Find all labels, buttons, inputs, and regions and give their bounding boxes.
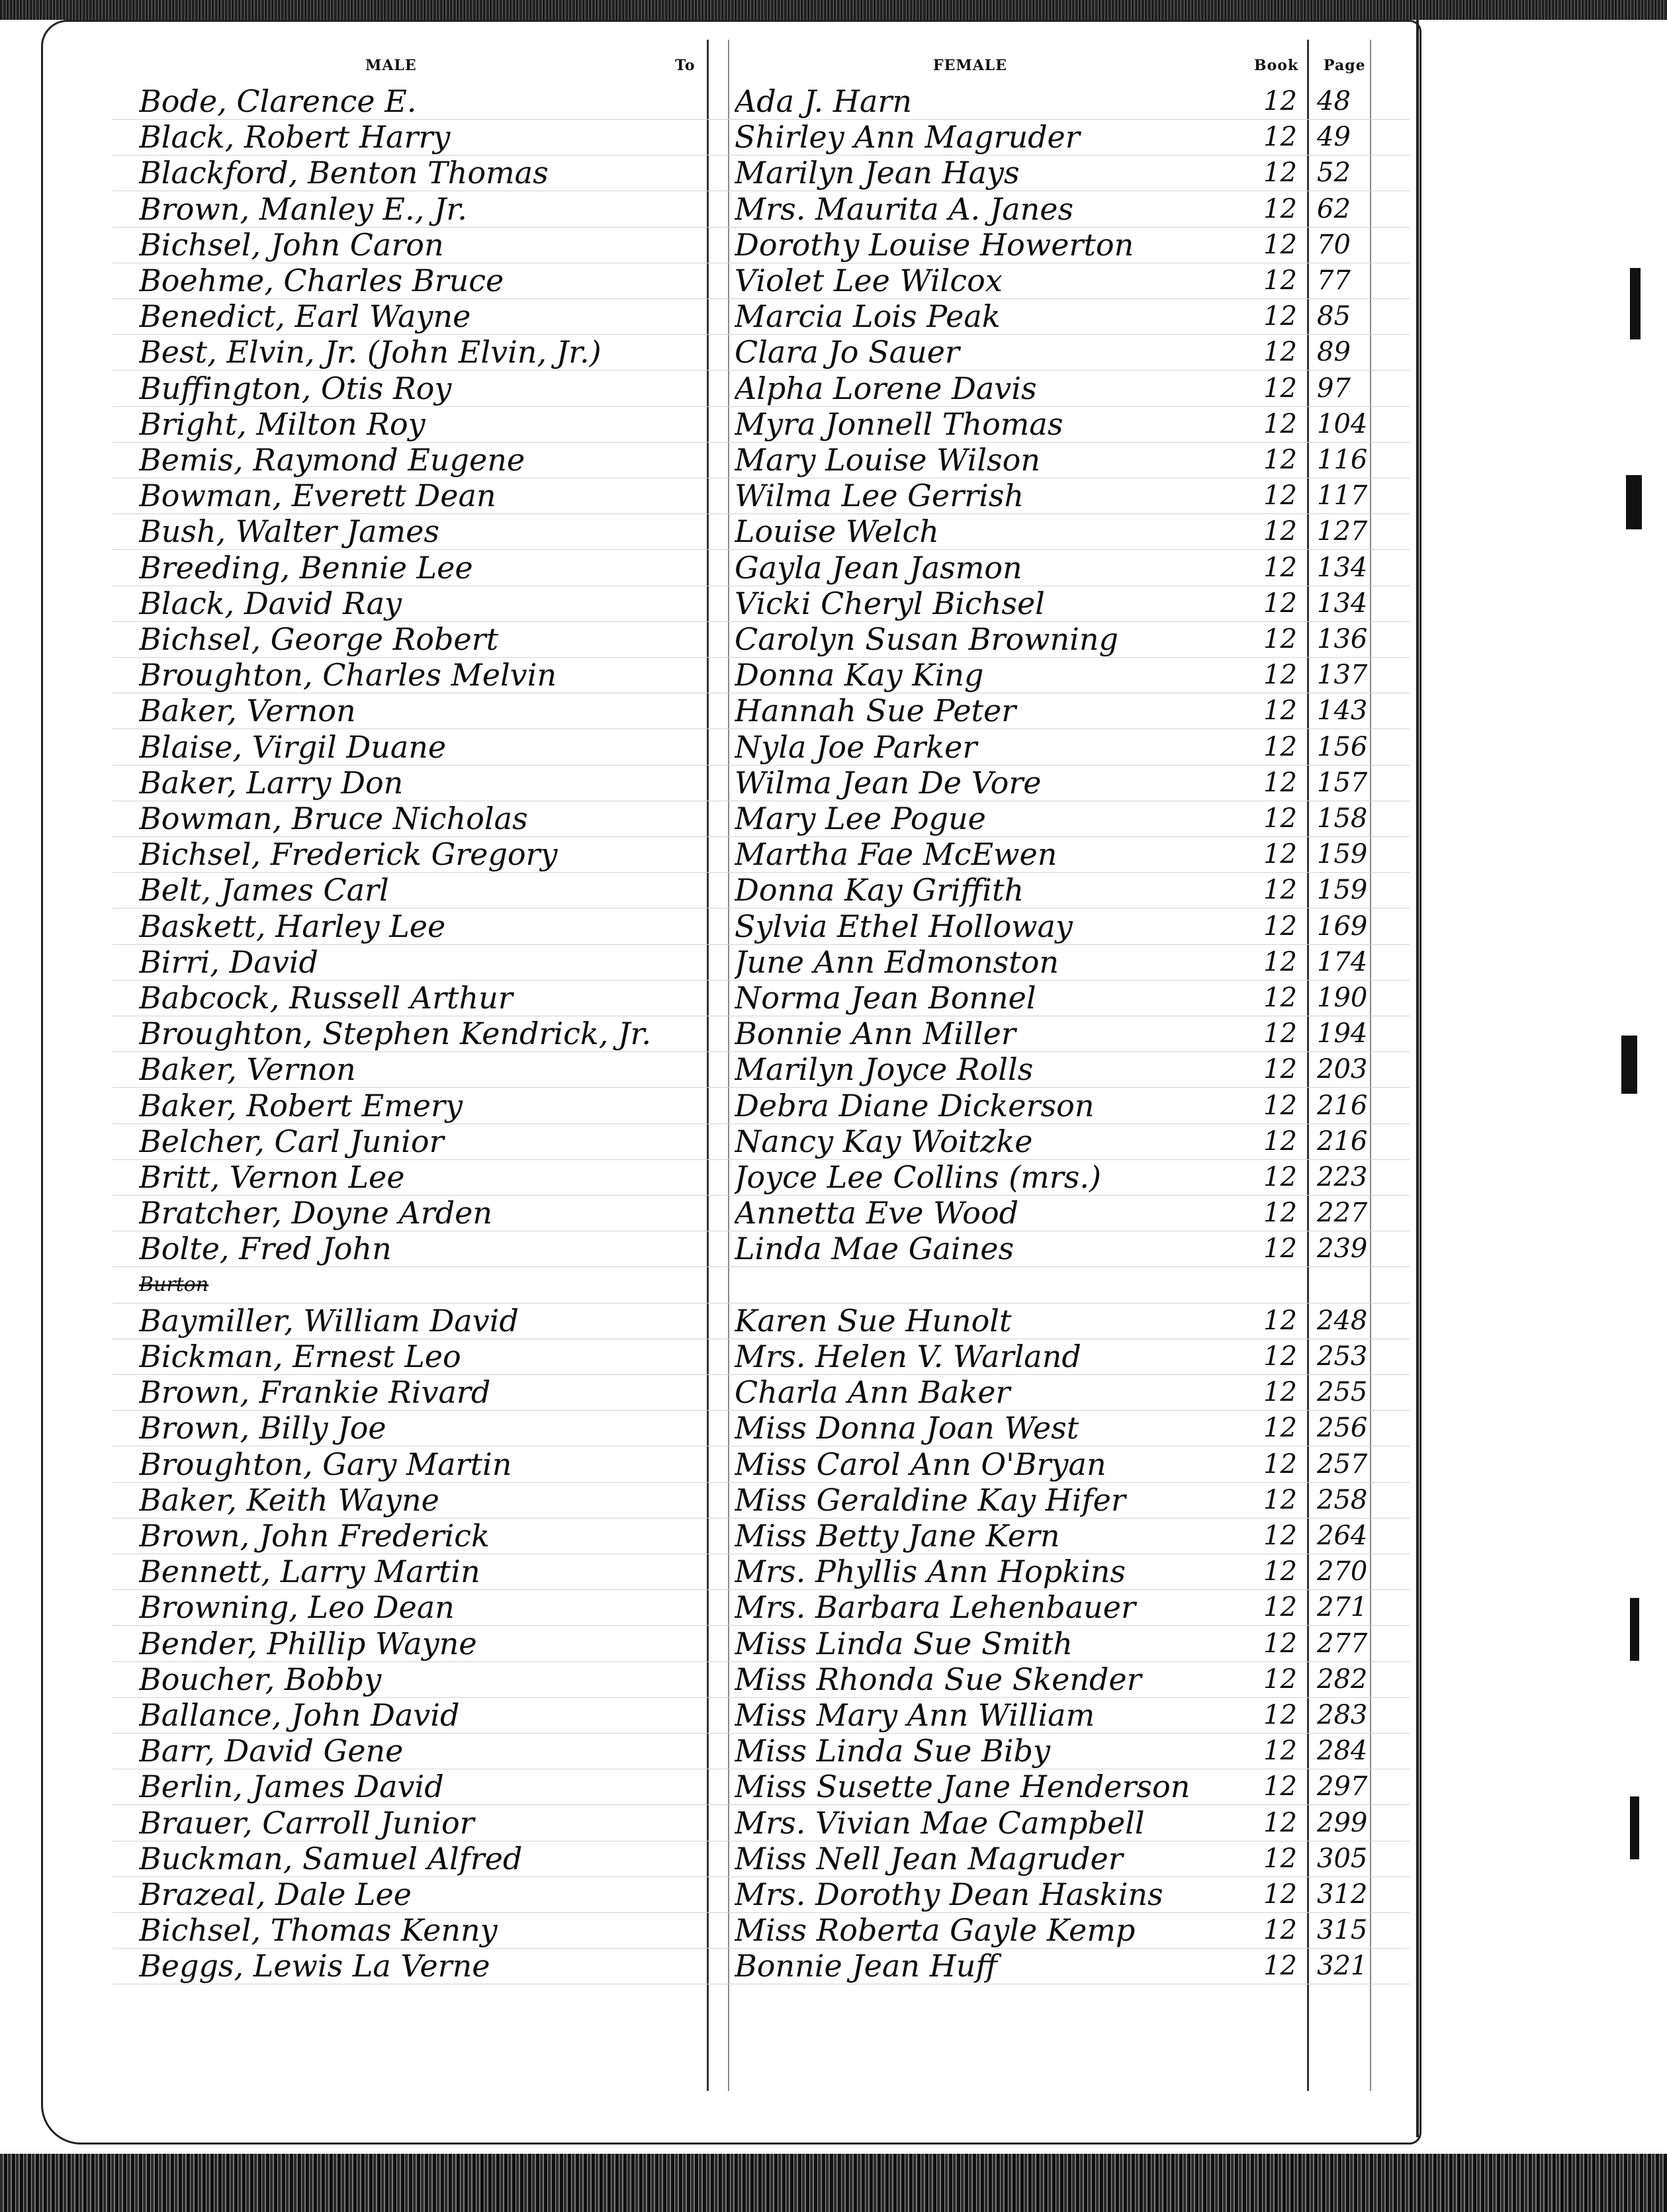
- ledger-row: [0, 1376, 1667, 1411]
- page-number: 116: [1317, 445, 1368, 475]
- ledger-row: [0, 264, 1667, 300]
- page-number: 258: [1317, 1485, 1368, 1515]
- page-number: 117: [1317, 480, 1368, 511]
- male-name: Bichsel, George Robert: [139, 621, 499, 657]
- female-name: Alpha Lorene Davis: [735, 371, 1037, 406]
- female-name: Nancy Kay Woitzke: [735, 1124, 1033, 1159]
- ledger-row: [0, 372, 1667, 408]
- page-number: 253: [1317, 1341, 1368, 1372]
- ledger-row: [0, 1663, 1667, 1699]
- binder-mark: [1630, 1598, 1639, 1661]
- female-name: Clara Jo Sauer: [735, 334, 960, 370]
- male-name: Baymiller, William David: [139, 1303, 519, 1339]
- female-name: Debra Diane Dickerson: [735, 1088, 1095, 1124]
- female-name: Marilyn Jean Hays: [735, 155, 1020, 191]
- page-number: 85: [1317, 301, 1351, 332]
- page-number: 127: [1317, 516, 1368, 547]
- female-name: Mrs. Helen V. Warland: [735, 1339, 1081, 1374]
- book-number: 12: [1263, 301, 1297, 332]
- ledger-row: [0, 1411, 1667, 1447]
- female-name: Marilyn Joyce Rolls: [735, 1051, 1034, 1087]
- header-male: MALE: [365, 57, 417, 74]
- ledger-row: [0, 1699, 1667, 1734]
- page-number: 256: [1317, 1413, 1368, 1443]
- page-number: 255: [1317, 1377, 1368, 1407]
- female-name: Nyla Joe Parker: [735, 729, 977, 765]
- page-number: 48: [1317, 86, 1351, 116]
- male-name: Brazeal, Dale Lee: [139, 1877, 412, 1912]
- page-number: 321: [1317, 1951, 1368, 1981]
- page-number: 143: [1317, 695, 1368, 726]
- binder-mark: [1626, 475, 1642, 529]
- female-name: Louise Welch: [735, 513, 939, 549]
- book-number: 12: [1263, 1556, 1297, 1587]
- female-name: Miss Donna Joan West: [735, 1410, 1079, 1446]
- page-number: 159: [1317, 875, 1368, 905]
- book-number: 12: [1263, 983, 1297, 1013]
- male-name: Berlin, James David: [139, 1769, 444, 1804]
- page-number: 134: [1317, 588, 1368, 619]
- female-name: Martha Fae McEwen: [735, 836, 1058, 872]
- male-name: Baskett, Harley Lee: [139, 908, 446, 944]
- ledger-row: [0, 981, 1667, 1017]
- page-number: 77: [1317, 265, 1351, 296]
- ledger-row: [0, 335, 1667, 371]
- page-number: 305: [1317, 1843, 1368, 1874]
- page-number: 89: [1317, 337, 1351, 367]
- header-to: To: [675, 57, 696, 74]
- male-name: Bennett, Larry Martin: [139, 1554, 480, 1589]
- ledger-row: [0, 228, 1667, 264]
- header-book: Book: [1254, 57, 1299, 74]
- male-name: Brauer, Carroll Junior: [139, 1805, 474, 1841]
- male-name: Boehme, Charles Bruce: [139, 263, 504, 298]
- book-number: 12: [1263, 516, 1297, 547]
- ledger-row: [0, 766, 1667, 802]
- book-number: 12: [1263, 803, 1297, 834]
- male-name: Barr, David Gene: [139, 1733, 404, 1769]
- female-name: Donna Kay King: [735, 657, 984, 693]
- ledger-row: [0, 1196, 1667, 1232]
- book-number: 12: [1263, 265, 1297, 296]
- page-number: 283: [1317, 1700, 1368, 1730]
- page-number: 271: [1317, 1592, 1368, 1622]
- page-number: 312: [1317, 1879, 1368, 1910]
- ledger-row: [0, 1806, 1667, 1842]
- male-name: Bowman, Bruce Nicholas: [139, 801, 528, 836]
- ledger-row: [0, 1448, 1667, 1483]
- male-name: Bichsel, John Caron: [139, 227, 444, 263]
- book-number: 12: [1263, 194, 1297, 224]
- male-name: Brown, Billy Joe: [139, 1410, 386, 1446]
- page-number: 277: [1317, 1628, 1368, 1659]
- male-name: Black, David Ray: [139, 586, 402, 621]
- book-number: 12: [1263, 1521, 1297, 1551]
- page-number: 52: [1317, 157, 1351, 188]
- male-name: Birri, David: [139, 944, 318, 980]
- female-name: Mary Lee Pogue: [735, 801, 986, 836]
- ledger-row: [0, 1770, 1667, 1806]
- male-name: Broughton, Charles Melvin: [139, 657, 557, 693]
- page-number: 169: [1317, 911, 1368, 942]
- book-number: 12: [1263, 480, 1297, 511]
- ledger-row: [0, 1232, 1667, 1268]
- ledger-row: [0, 1053, 1667, 1088]
- page-number: 203: [1317, 1054, 1368, 1084]
- page-number: 216: [1317, 1126, 1368, 1157]
- ledger-row: [0, 838, 1667, 873]
- book-number: 12: [1263, 947, 1297, 977]
- book-number: 12: [1263, 1628, 1297, 1659]
- female-name: Shirley Ann Magruder: [735, 119, 1080, 155]
- book-number: 12: [1263, 86, 1297, 116]
- female-name: Karen Sue Hunolt: [735, 1303, 1012, 1339]
- page-number: 216: [1317, 1090, 1368, 1121]
- page-number: 297: [1317, 1771, 1368, 1802]
- male-name: Boucher, Bobby: [139, 1661, 382, 1697]
- ledger-row: [0, 1017, 1667, 1053]
- female-name: Gayla Jean Jasmon: [735, 550, 1022, 586]
- page-number: 159: [1317, 839, 1368, 869]
- ledger-row: [0, 1842, 1667, 1878]
- page-number: 104: [1317, 409, 1368, 439]
- ledger-row: [0, 1125, 1667, 1161]
- page-number: 190: [1317, 983, 1368, 1013]
- book-number: 12: [1263, 1664, 1297, 1695]
- male-name: Ballance, John David: [139, 1697, 460, 1733]
- ledger-row: [0, 1627, 1667, 1663]
- female-name: Ada J. Harn: [735, 83, 912, 119]
- female-name: Annetta Eve Wood: [735, 1195, 1019, 1231]
- female-name: Wilma Lee Gerrish: [735, 478, 1024, 513]
- female-name: Hannah Sue Peter: [735, 693, 1016, 729]
- page-number: 97: [1317, 373, 1351, 404]
- header-female: FEMALE: [933, 57, 1008, 74]
- page-number: 157: [1317, 768, 1368, 798]
- female-name: Mrs. Barbara Lehenbauer: [735, 1589, 1136, 1625]
- book-number: 12: [1263, 768, 1297, 798]
- male-name: Brown, Manley E., Jr.: [139, 191, 467, 227]
- ledger-row: [0, 1555, 1667, 1591]
- ledger-row: [0, 85, 1667, 120]
- page-number: 174: [1317, 947, 1368, 977]
- binder-mark: [1630, 1796, 1639, 1859]
- male-name: Black, Robert Harry: [139, 119, 451, 155]
- book-number: 12: [1263, 1233, 1297, 1264]
- ledger-row: [0, 551, 1667, 587]
- male-name: Bickman, Ernest Leo: [139, 1339, 461, 1374]
- female-name: Donna Kay Griffith: [735, 872, 1024, 908]
- book-number: 12: [1263, 122, 1297, 152]
- ledger-row: [0, 1914, 1667, 1949]
- ledger-row: [0, 1591, 1667, 1626]
- female-name: June Ann Edmonston: [735, 944, 1059, 980]
- ledger-row: [0, 1340, 1667, 1376]
- ledger-row: [0, 910, 1667, 946]
- male-name: Buckman, Samuel Alfred: [139, 1841, 523, 1877]
- male-name: Benedict, Earl Wayne: [139, 298, 471, 334]
- page-number: 284: [1317, 1736, 1368, 1766]
- page-number: 194: [1317, 1018, 1368, 1049]
- page-number: 158: [1317, 803, 1368, 834]
- book-number: 12: [1263, 732, 1297, 762]
- book-number: 12: [1263, 445, 1297, 475]
- male-name: Browning, Leo Dean: [139, 1589, 455, 1625]
- header-page: Page: [1324, 57, 1366, 74]
- ledger-row: [0, 873, 1667, 909]
- book-number: 12: [1263, 409, 1297, 439]
- book-number: 12: [1263, 337, 1297, 367]
- male-name: Bichsel, Thomas Kenny: [139, 1912, 498, 1948]
- female-name: Miss Geraldine Kay Hifer: [735, 1482, 1126, 1518]
- male-name: Best, Elvin, Jr. (John Elvin, Jr.): [139, 334, 602, 370]
- book-number: 12: [1263, 1198, 1297, 1228]
- female-name: Mrs. Maurita A. Janes: [735, 191, 1074, 227]
- book-number: 12: [1263, 553, 1297, 583]
- female-name: Sylvia Ethel Holloway: [735, 908, 1073, 944]
- female-name: Violet Lee Wilcox: [735, 263, 1003, 298]
- male-name: Bender, Phillip Wayne: [139, 1626, 477, 1661]
- book-number: 12: [1263, 1592, 1297, 1622]
- female-name: Mary Louise Wilson: [735, 442, 1040, 478]
- ledger-row: [0, 1304, 1667, 1340]
- book-number: 12: [1263, 1485, 1297, 1515]
- book-number: 12: [1263, 1018, 1297, 1049]
- male-name: Bemis, Raymond Eugene: [139, 442, 525, 478]
- female-name: Miss Carol Ann O'Bryan: [735, 1446, 1106, 1482]
- male-name: Brown, John Frederick: [139, 1518, 490, 1554]
- male-name: Brown, Frankie Rivard: [139, 1374, 491, 1410]
- male-name: Bichsel, Frederick Gregory: [139, 836, 558, 872]
- female-name: Bonnie Jean Huff: [735, 1948, 997, 1984]
- ledger-row: [0, 730, 1667, 766]
- page-number: 62: [1317, 194, 1351, 224]
- book-number: 12: [1263, 1341, 1297, 1372]
- page-number: 239: [1317, 1233, 1368, 1264]
- book-number: 12: [1263, 373, 1297, 404]
- ledger-row: [0, 156, 1667, 192]
- female-name: Miss Roberta Gayle Kemp: [735, 1912, 1136, 1948]
- male-name: Beggs, Lewis La Verne: [139, 1948, 490, 1984]
- female-name: Joyce Lee Collins (mrs.): [735, 1159, 1101, 1195]
- male-name: Baker, Vernon: [139, 1051, 356, 1087]
- page-number: 137: [1317, 660, 1368, 690]
- book-number: 12: [1263, 1879, 1297, 1910]
- male-name: Bolte, Fred John: [139, 1231, 392, 1266]
- page-number: 70: [1317, 230, 1351, 260]
- book-number: 12: [1263, 1413, 1297, 1443]
- page-number: 264: [1317, 1521, 1368, 1551]
- male-name: Bratcher, Doyne Arden: [139, 1195, 493, 1231]
- ledger-row: [0, 1519, 1667, 1555]
- ledger-row: [0, 1734, 1667, 1770]
- book-number: 12: [1263, 695, 1297, 726]
- female-name: Charla Ann Baker: [735, 1374, 1011, 1410]
- ledger-row: [0, 193, 1667, 228]
- book-number: 12: [1263, 1951, 1297, 1981]
- book-number: 12: [1263, 911, 1297, 942]
- book-number: 12: [1263, 1700, 1297, 1730]
- female-name: Marcia Lois Peak: [735, 298, 1001, 334]
- female-name: Miss Mary Ann William: [735, 1697, 1095, 1733]
- male-name: Bright, Milton Roy: [139, 406, 426, 442]
- male-name: Broughton, Stephen Kendrick, Jr.: [139, 1016, 652, 1051]
- page-number: 136: [1317, 624, 1368, 654]
- female-name: Miss Nell Jean Magruder: [735, 1841, 1123, 1877]
- male-name: Belt, James Carl: [139, 872, 389, 908]
- female-name: Miss Susette Jane Henderson: [735, 1769, 1191, 1804]
- page-number: 248: [1317, 1305, 1368, 1336]
- ledger-row: [0, 120, 1667, 156]
- page-number: 49: [1317, 122, 1351, 152]
- male-name: Babcock, Russell Arthur: [139, 980, 513, 1016]
- book-number: 12: [1263, 1054, 1297, 1084]
- female-name: Mrs. Phyllis Ann Hopkins: [735, 1554, 1126, 1589]
- female-name: Myra Jonnell Thomas: [735, 406, 1063, 442]
- ledger-row: [0, 1949, 1667, 1985]
- female-name: Mrs. Vivian Mae Campbell: [735, 1805, 1145, 1841]
- male-name: Britt, Vernon Lee: [139, 1159, 405, 1195]
- binder-mark: [1630, 268, 1641, 339]
- male-name: Baker, Keith Wayne: [139, 1482, 439, 1518]
- book-number: 12: [1263, 1808, 1297, 1838]
- ledger-row: [0, 1878, 1667, 1914]
- book-number: 12: [1263, 1843, 1297, 1874]
- book-number: 12: [1263, 1736, 1297, 1766]
- page-number: 282: [1317, 1664, 1368, 1695]
- ledger-row: [0, 1161, 1667, 1196]
- book-number: 12: [1263, 660, 1297, 690]
- female-name: Miss Linda Sue Smith: [735, 1626, 1073, 1661]
- male-name: Bush, Walter James: [139, 513, 439, 549]
- ledger-row: [0, 408, 1667, 443]
- female-name: Wilma Jean De Vore: [735, 765, 1042, 801]
- male-name: Baker, Vernon: [139, 693, 356, 729]
- female-name: Vicki Cheryl Bichsel: [735, 586, 1045, 621]
- book-number: 12: [1263, 1377, 1297, 1407]
- male-name: Baker, Larry Don: [139, 765, 404, 801]
- book-number: 12: [1263, 1449, 1297, 1480]
- book-number: 12: [1263, 875, 1297, 905]
- female-name: Norma Jean Bonnel: [735, 980, 1036, 1016]
- male-name: Baker, Robert Emery: [139, 1088, 463, 1124]
- male-name: Blackford, Benton Thomas: [139, 155, 549, 191]
- male-name: Burton: [139, 1273, 209, 1296]
- book-number: 12: [1263, 588, 1297, 619]
- ledger-row: [0, 946, 1667, 981]
- scan-top-edge: [0, 0, 1667, 20]
- book-number: 12: [1263, 1126, 1297, 1157]
- book-number: 12: [1263, 1090, 1297, 1121]
- binder-mark: [1621, 1036, 1637, 1094]
- book-number: 12: [1263, 1162, 1297, 1192]
- ledger-row: [0, 587, 1667, 623]
- ledger-row: [0, 515, 1667, 551]
- female-name: Carolyn Susan Browning: [735, 621, 1118, 657]
- ledger-row: [0, 479, 1667, 515]
- female-name: Miss Linda Sue Biby: [735, 1733, 1050, 1769]
- male-name: Buffington, Otis Roy: [139, 371, 452, 406]
- page-number: 270: [1317, 1556, 1368, 1587]
- female-name: Linda Mae Gaines: [735, 1231, 1014, 1266]
- book-number: 12: [1263, 839, 1297, 869]
- female-name: Mrs. Dorothy Dean Haskins: [735, 1877, 1163, 1912]
- male-name: Breeding, Bennie Lee: [139, 550, 473, 586]
- scan-bottom-edge: [0, 2154, 1667, 2212]
- page-number: 134: [1317, 553, 1368, 583]
- ledger-row: [0, 443, 1667, 479]
- book-number: 12: [1263, 1305, 1297, 1336]
- page-number: 257: [1317, 1449, 1368, 1480]
- ledger-row: [0, 658, 1667, 694]
- page-number: 315: [1317, 1915, 1368, 1945]
- book-number: 12: [1263, 624, 1297, 654]
- ledger-row: [0, 802, 1667, 838]
- page-number: 227: [1317, 1198, 1368, 1228]
- ledger-row: [0, 623, 1667, 658]
- ledger-row: [0, 1268, 1667, 1304]
- female-name: Bonnie Ann Miller: [735, 1016, 1016, 1051]
- page-number: 299: [1317, 1808, 1368, 1838]
- book-number: 12: [1263, 1771, 1297, 1802]
- book-number: 12: [1263, 1915, 1297, 1945]
- female-name: Dorothy Louise Howerton: [735, 227, 1134, 263]
- book-number: 12: [1263, 230, 1297, 260]
- page-number: 223: [1317, 1162, 1368, 1192]
- female-name: Miss Rhonda Sue Skender: [735, 1661, 1142, 1697]
- male-name: Broughton, Gary Martin: [139, 1446, 512, 1482]
- ledger-row: [0, 694, 1667, 730]
- male-name: Belcher, Carl Junior: [139, 1124, 444, 1159]
- ledger-row: [0, 300, 1667, 335]
- page-number: 156: [1317, 732, 1368, 762]
- female-name: Miss Betty Jane Kern: [735, 1518, 1060, 1554]
- ledger-row: [0, 1089, 1667, 1125]
- book-number: 12: [1263, 157, 1297, 188]
- ledger-row: [0, 1483, 1667, 1519]
- male-name: Bowman, Everett Dean: [139, 478, 496, 513]
- male-name: Bode, Clarence E.: [139, 83, 417, 119]
- male-name: Blaise, Virgil Duane: [139, 729, 447, 765]
